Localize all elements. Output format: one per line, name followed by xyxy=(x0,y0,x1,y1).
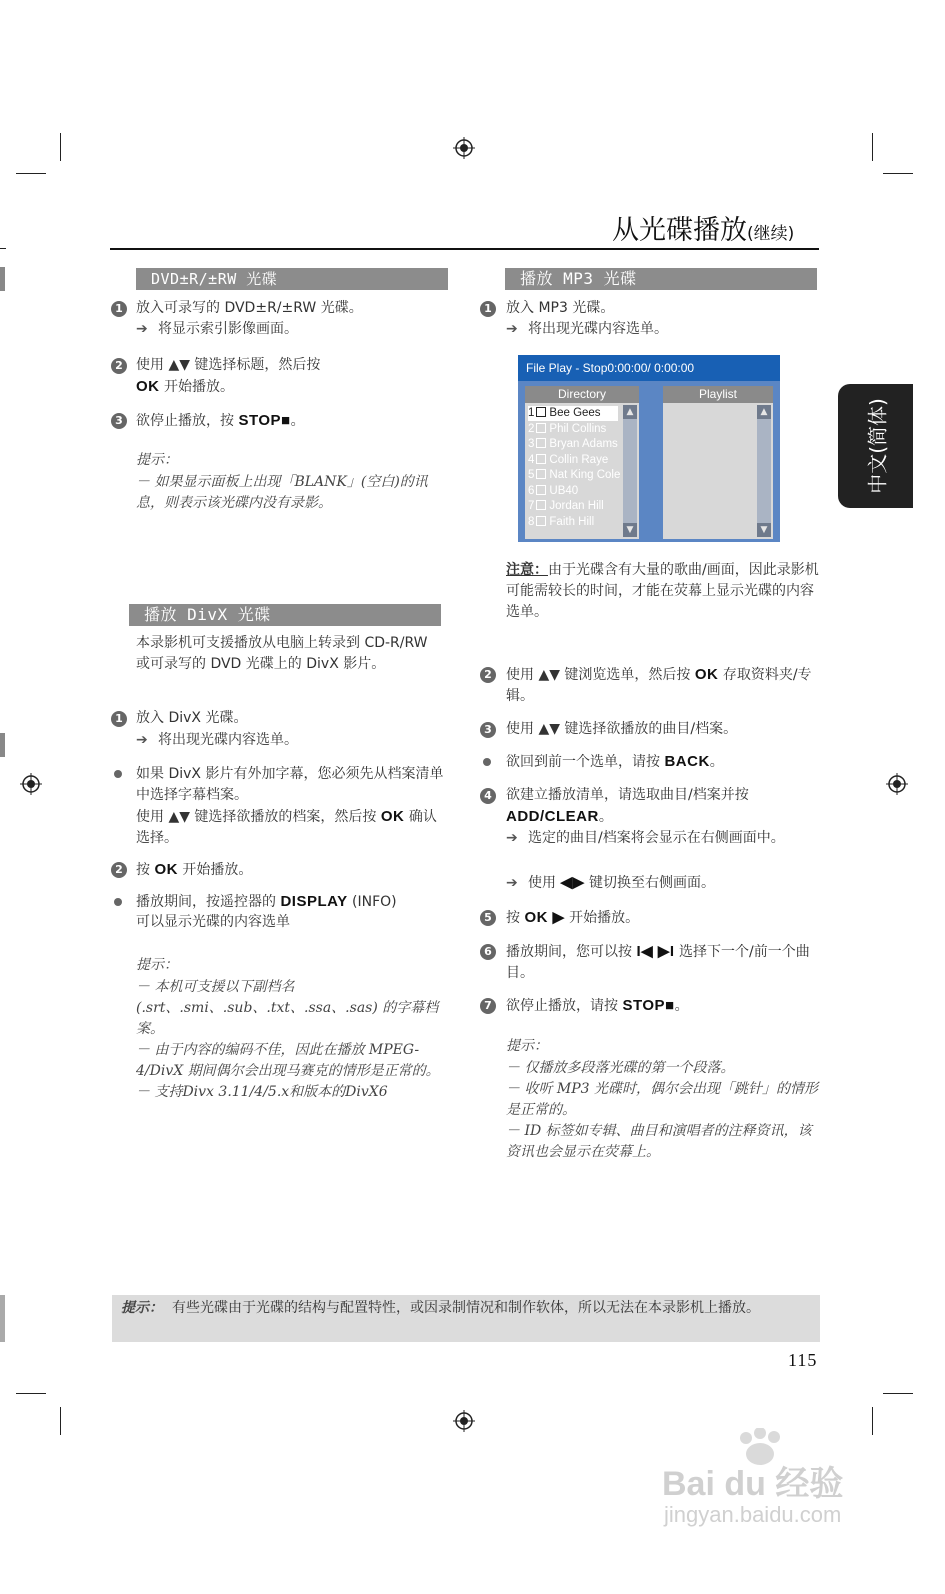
registration-mark-icon xyxy=(20,773,42,795)
mp3-step4-line2: ADD/CLEAR。 xyxy=(506,808,613,825)
divx-intro: 本录影机可支援播放从电脑上转录到 CD-R/RW 或可录写的 DVD 光碟上的 DivX 影片。 xyxy=(136,635,428,672)
screen-status-bar: File Play - Stop0:00:00/ 0:00:00 xyxy=(518,355,780,381)
crop-mark xyxy=(872,1407,873,1435)
playlist-scrollbar[interactable] xyxy=(757,405,771,537)
footer-tip-box xyxy=(112,1295,820,1342)
watermark-line2: jingyan.baidu.com xyxy=(664,1502,842,1527)
bullet xyxy=(483,758,491,766)
step-number: 3 xyxy=(480,722,496,738)
checkbox-icon[interactable] xyxy=(536,516,546,526)
list-item[interactable]: 4 Collin Raye xyxy=(528,454,609,466)
scroll-down-icon[interactable]: ▼ xyxy=(757,523,771,537)
mp3-tip-text: － 仅播放多段落光碟的第一个段落。 － 收听 MP3 光碟时，偶尔会出现「跳针」的情形是正常的。 － ID 标签如专辑、曲目和演唱者的注释资讯，该资讯也会显示在荧幕上。 xyxy=(506,1060,819,1160)
directory-header: Directory xyxy=(525,386,639,403)
step-number: 3 xyxy=(111,413,127,429)
checkbox-icon[interactable] xyxy=(536,454,546,464)
step-number: 5 xyxy=(480,910,496,926)
mp3-step1: 放入 MP3 光碟。 xyxy=(506,300,615,316)
step-number: 4 xyxy=(480,788,496,804)
list-item[interactable]: 1 Bee Gees xyxy=(528,406,618,421)
crop-mark xyxy=(0,248,6,249)
crop-mark xyxy=(60,1407,61,1435)
mp3-step1-sub: ➔ 将出现光碟内容选单。 xyxy=(506,321,668,337)
step-number: 1 xyxy=(111,301,127,317)
crop-mark xyxy=(883,1393,913,1394)
divx-step2: 按 OK 开始播放。 xyxy=(136,861,253,878)
mp3-step4: 欲建立播放清单，请选取曲目/档案并按 xyxy=(506,787,749,803)
divx-tip-label: 提示： xyxy=(136,957,178,973)
edge-bar xyxy=(0,267,5,291)
crop-mark xyxy=(872,133,873,161)
checkbox-icon[interactable] xyxy=(536,423,546,433)
step-number: 2 xyxy=(111,358,127,374)
page-title: 从光碟播放(继续) xyxy=(612,215,795,246)
divx-bullet1: 如果 DivX 影片有外加字幕，您必须先从档案清单中选择字幕档案。 xyxy=(136,766,444,803)
step-number: 1 xyxy=(480,301,496,317)
scroll-up-icon[interactable]: ▲ xyxy=(757,405,771,419)
registration-mark-icon xyxy=(453,137,475,159)
crop-mark xyxy=(883,173,913,174)
mp3-step6: 播放期间，您可以按 I◀ ▶I 选择下一个/前一个曲目。 xyxy=(506,943,810,981)
checkbox-icon[interactable] xyxy=(536,407,546,417)
mp3-step4-sub1: ➔ 选定的曲目/档案将会显示在右侧画面中。 xyxy=(506,830,785,846)
mp3-tip-label: 提示： xyxy=(506,1038,548,1054)
step-number: 2 xyxy=(111,862,127,878)
checkbox-icon[interactable] xyxy=(536,469,546,479)
footer-tip-label: 提示： xyxy=(121,1300,163,1316)
divx-bullet2-line2: 可以显示光碟的内容选单 xyxy=(136,914,290,930)
step-number: 6 xyxy=(480,944,496,960)
list-item[interactable]: 7 Jordan Hill xyxy=(528,500,604,512)
bullet xyxy=(114,898,122,906)
language-tab: 中文(简体) xyxy=(838,384,913,508)
mp3-step5: 按 OK ▶ 开始播放。 xyxy=(506,909,640,926)
edge-bar xyxy=(0,1295,5,1342)
divx-step1-sub: ➔ 将出现光碟内容选单。 xyxy=(136,732,298,748)
divx-step1: 放入 DivX 光碟。 xyxy=(136,710,248,726)
step-number: 1 xyxy=(111,711,127,727)
edge-bar xyxy=(0,733,5,757)
dvd-step1: 放入可录写的 DVD±R/±RW 光碟。 xyxy=(136,300,363,316)
dvd-step3: 欲停止播放，按 STOP■。 xyxy=(136,412,305,429)
dvd-step2: 使用 ▲▼ 键选择标题，然后按 xyxy=(136,357,321,373)
list-item[interactable]: 5 Nat King Cole xyxy=(528,469,621,481)
mp3-step2: 使用 ▲▼ 键浏览选单，然后按 OK 存取资料夹/专辑。 xyxy=(506,666,812,704)
divx-bullet1-b: 使用 ▲▼ 键选择欲播放的档案，然后按 OK 确认选择。 xyxy=(136,808,437,846)
page-number: 115 xyxy=(788,1350,818,1370)
mp3-step4-sub2: ➔ 使用 ◀▶ 键切换至右侧画面。 xyxy=(506,874,715,891)
divx-bullet2: 播放期间，按遥控器的 DISPLAY (INFO) xyxy=(136,893,397,910)
watermark-line1: Bai du 经验 xyxy=(662,1465,844,1503)
scroll-down-icon[interactable]: ▼ xyxy=(623,523,637,537)
playlist-header: Playlist xyxy=(663,386,773,403)
crop-mark xyxy=(16,1393,46,1394)
divx-tip-text: － 本机可支援以下副档名 (.srt、.smi、.sub、.txt、.ssa、.sas) 的字幕档案。 － 由于内容的编码不佳，因此在播放 MPEG-4/DivX 期间偶尔会出现马赛克的情形是正常的。 － 支持Divx 3.11/4/5.x和版本的DivX6 xyxy=(136,979,440,1100)
mp3-step7: 欲停止播放，请按 STOP■。 xyxy=(506,997,689,1014)
section-heading-dvd: DVD±R/±RW 光碟 xyxy=(136,268,448,290)
dvd-step2-line2: OK 开始播放。 xyxy=(136,378,234,395)
dvd-tip-label: 提示： xyxy=(136,452,178,468)
checkbox-icon[interactable] xyxy=(536,500,546,510)
scroll-up-icon[interactable]: ▲ xyxy=(623,405,637,419)
dvd-tip-text: － 如果显示面板上出现「BLANK」(空白)的讯息，则表示该光碟内没有录影。 xyxy=(136,474,428,511)
crop-mark xyxy=(16,173,46,174)
checkbox-icon[interactable] xyxy=(536,438,546,448)
playlist-panel[interactable] xyxy=(663,386,773,539)
step-number: 7 xyxy=(480,998,496,1014)
mp3-step3: 使用 ▲▼ 键选择欲播放的曲目/档案。 xyxy=(506,721,738,737)
list-item[interactable]: 2 Phil Collins xyxy=(528,423,607,435)
list-item[interactable]: 3 Bryan Adams xyxy=(528,438,618,450)
mp3-menu-screen xyxy=(518,355,780,542)
crop-mark xyxy=(60,133,61,161)
mp3-note: 注意：由于光碟含有大量的歌曲/画面，因此录影机可能需较长的时间，才能在荧幕上显示光碟的内容选单。 xyxy=(506,562,819,620)
step-number: 2 xyxy=(480,667,496,683)
checkbox-icon[interactable] xyxy=(536,485,546,495)
bullet xyxy=(114,770,122,778)
dvd-step1-sub: ➔ 将显示索引影像画面。 xyxy=(136,321,298,337)
list-item[interactable]: 8 Faith Hill xyxy=(528,516,595,528)
registration-mark-icon xyxy=(453,1410,475,1432)
section-heading-mp3: 播放 MP3 光碟 xyxy=(505,268,817,290)
registration-mark-icon xyxy=(886,773,908,795)
section-heading-divx: 播放 DivX 光碟 xyxy=(129,604,441,626)
mp3-bullet1: 欲回到前一个选单，请按 BACK。 xyxy=(506,753,724,770)
title-rule xyxy=(110,248,819,250)
footer-tip-text: 有些光碟由于光碟的结构与配置特性，或因录制情况和制作软体，所以无法在本录影机上播放。 xyxy=(172,1300,760,1316)
list-item[interactable]: 6 UB40 xyxy=(528,485,579,497)
directory-scrollbar[interactable] xyxy=(623,405,637,537)
